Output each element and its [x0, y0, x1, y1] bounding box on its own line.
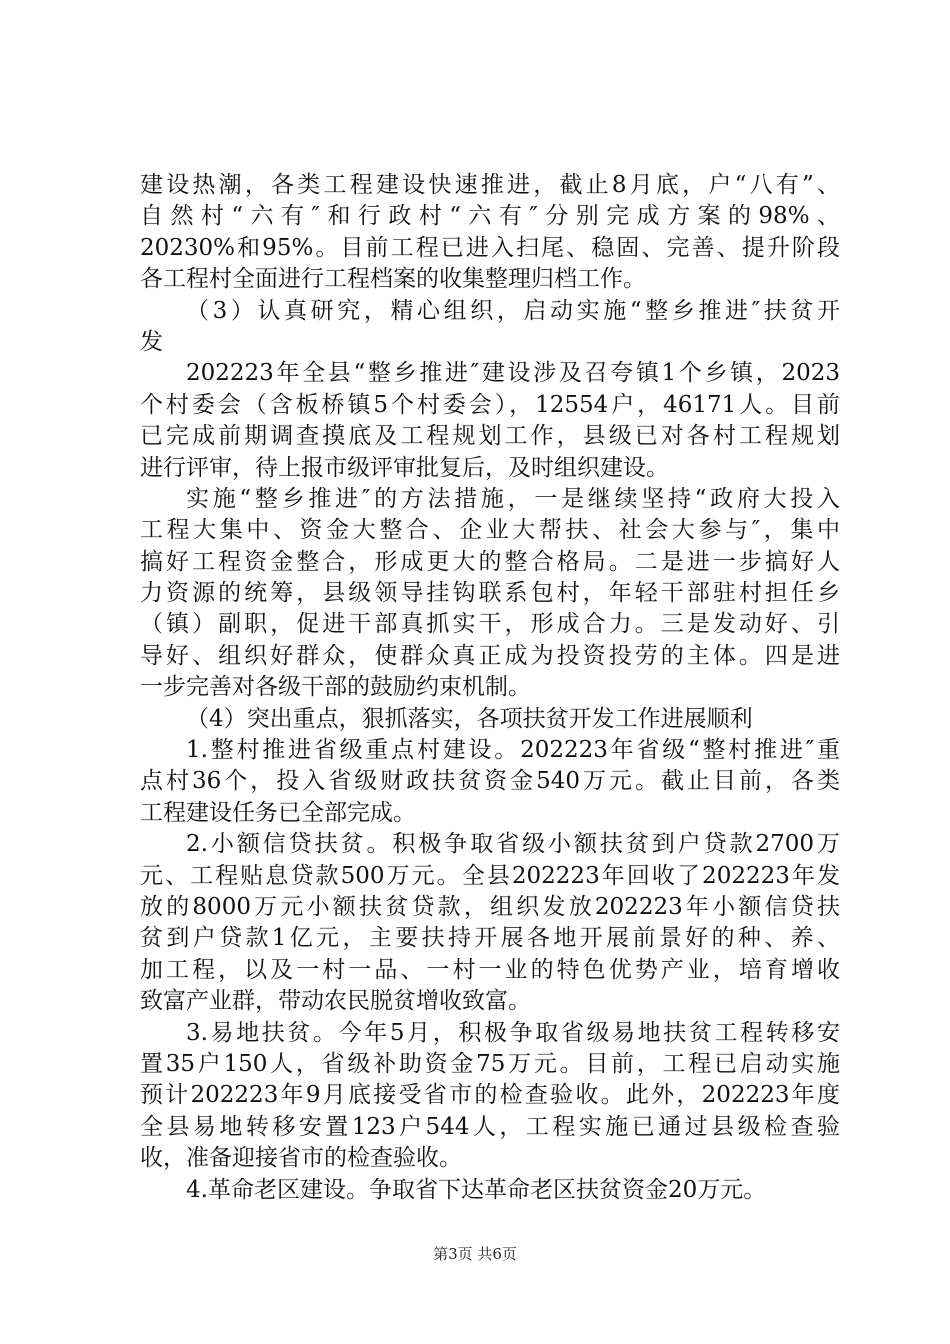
- text-line: 自然村“六有″和行政村“六有″分别完成方案的98%、: [140, 203, 840, 230]
- text-line: （4）突出重点，狠抓落实，各项扶贫开发工作进展顺利: [186, 705, 753, 732]
- text-line: 点村36个，投入省级财政扶贫资金540万元。截止目前，各类: [140, 768, 840, 795]
- text-line: 进行评审，待上报市级评审批复后，及时组织建设。: [140, 454, 669, 481]
- text-line: 加工程，以及一村一品、一村一业的特色优势产业，培育增收: [140, 956, 840, 983]
- text-line: 力资源的统筹，县级领导挂钩联系包村，年轻干部驻村担任乡: [140, 580, 840, 607]
- text-line: 全县易地转移安置123户544人，工程实施已通过县级检查验: [140, 1113, 840, 1140]
- text-line: 放的8000万元小额扶贫贷款，组织发放202223年小额信贷扶: [140, 893, 840, 920]
- text-line: 各工程村全面进行工程档案的收集整理归档工作。: [140, 266, 646, 293]
- text-line: 202223年全县“整乡推进″建设涉及召夸镇1个乡镇，2023: [186, 360, 840, 387]
- text-line: 4.革命老区建设。争取省下达革命老区扶贫资金20万元。: [186, 1176, 767, 1203]
- text-line: 置35户150人，省级补助资金75万元。目前，工程已启动实施: [140, 1050, 840, 1077]
- document-body: [140, 170, 840, 1206]
- text-line: 贫到户贷款1亿元，主要扶持开展各地开展前景好的种、养、: [140, 925, 840, 952]
- text-line: 工程建设任务已全部完成。: [140, 799, 416, 826]
- text-line: 收，准备迎接省市的检查验收。: [140, 1145, 462, 1172]
- text-line: （3）认真研究，精心组织，启动实施“整乡推进″扶贫开: [186, 297, 840, 324]
- text-line: 发: [140, 328, 163, 355]
- text-line: （镇）副职，促进干部真抓实干，形成合力。三是发动好、引: [140, 611, 840, 638]
- text-line: 已完成前期调查摸底及工程规划工作，县级已对各村工程规划: [140, 423, 840, 450]
- text-line: 一步完善对各级干部的鼓励约束机制。: [140, 674, 531, 701]
- text-line: 建设热潮，各类工程建设快速推进，截止8月底，户“八有”、: [140, 172, 840, 198]
- text-line: 搞好工程资金整合，形成更大的整合格局。二是进一步搞好人: [140, 548, 840, 575]
- text-line: 元、工程贴息贷款500万元。全县202223年回收了202223年发: [140, 862, 840, 889]
- text-line: 个村委会（含板桥镇5个村委会），12554户，46171人。目前: [140, 391, 840, 418]
- page-footer: 第3页 共6页: [433, 1245, 517, 1263]
- text-line: 实施“整乡推进″的方法措施，一是继续坚持“政府大投入: [186, 485, 840, 512]
- text-line: 2.小额信贷扶贫。积极争取省级小额扶贫到户贷款2700万: [186, 831, 840, 858]
- text-line: 预计202223年9月底接受省市的检查验收。此外，202223年度: [140, 1082, 840, 1109]
- text-line: 1.整村推进省级重点村建设。202223年省级“整村推进″重: [186, 737, 840, 764]
- text-line: 3.易地扶贫。今年5月，积极争取省级易地扶贫工程转移安: [186, 1019, 840, 1046]
- text-line: 工程大集中、资金大整合、企业大帮扶、社会大参与″，集中: [140, 517, 840, 544]
- text-line: 导好、组织好群众，使群众真正成为投资投劳的主体。四是进: [140, 642, 840, 669]
- text-line: 致富产业群，带动农民脱贫增收致富。: [140, 988, 531, 1015]
- text-line: 20230%和95%。目前工程已进入扫尾、稳固、完善、提升阶段: [140, 234, 840, 261]
